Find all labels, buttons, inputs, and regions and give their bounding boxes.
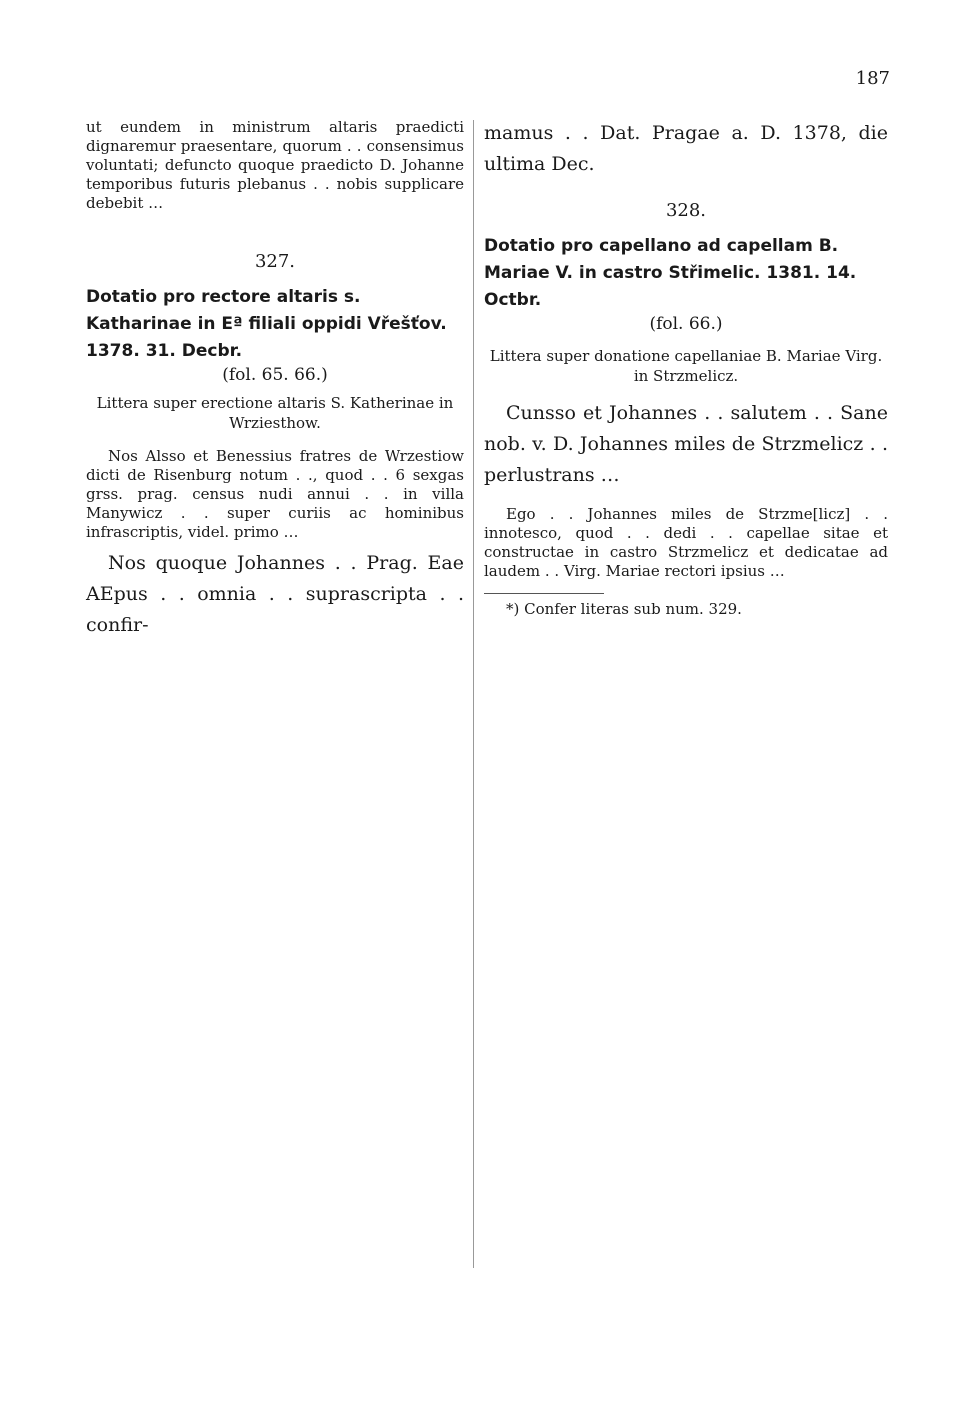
left-continuation-text: ut eundem in ministrum altaris praedicti dignaremur praesentare, quorum . . consensimus voluntati; defuncto quoque praedicto D. Johanne temporibus futuris plebanus . . nobis supplicare debebit … [86, 118, 464, 212]
page-number: 187 [855, 68, 890, 89]
document-number-328: 328. [665, 200, 707, 221]
footnote: *) Confer literas sub num. 329. [506, 600, 742, 618]
column-divider [473, 120, 474, 1268]
heading-327-text: Dotatio pro rectore altaris s. Katharinae in Eª filiali oppidi Vřešťov. [86, 287, 447, 334]
left-column [86, 118, 464, 641]
heading-328-date: 1381. 14. Octbr. [484, 263, 857, 310]
heading-327 [86, 284, 464, 365]
caption-328: Littera super donatione capellaniae B. Mariae Virg. in Strzmelicz. [489, 347, 883, 385]
right-column [484, 118, 888, 619]
heading-327-date: 1378. 31. Decbr. [86, 341, 243, 361]
closing-327: Nos quoque Johannes . . Prag. Eae AEpus . . omnia . . suprascripta . . confir- [86, 552, 464, 636]
heading-328-text: Dotatio pro capellano ad capellam B. Mariae V. in castro Střimelic. [484, 236, 839, 283]
folio-328: (fol. 66.) [649, 314, 723, 334]
heading-328 [484, 233, 888, 314]
body-327: Nos Alsso et Benessius fratres de Wrzestiow dicti de Risenburg notum . ., quod . . 6 sexgas grss. prag. census nudi annui . . in villa Manywicz . . super curiis ac hominibus infrascriptis, videl. primo … [86, 447, 464, 541]
caption-327: Littera super erectione altaris S. Katherinae in Wrziesthow. [96, 394, 454, 432]
body-328: Cunsso et Johannes . . salutem . . Sane nob. v. D. Johannes miles de Strzmelicz . . perlustrans … [484, 402, 888, 486]
folio-327: (fol. 65. 66.) [222, 365, 328, 385]
quote-328: Ego . . Johannes miles de Strzme[licz] . . innotesco, quod . . dedi . . capellae sitae et constructae in castro Strzmelicz et dedicatae ad laudem . . Virg. Mariae rectori ipsius … [484, 505, 888, 580]
right-continuation-text: mamus . . Dat. Pragae a. D. 1378, die ultima Dec. [484, 122, 888, 175]
footnote-rule [484, 593, 604, 594]
document-number-327: 327. [254, 251, 296, 272]
